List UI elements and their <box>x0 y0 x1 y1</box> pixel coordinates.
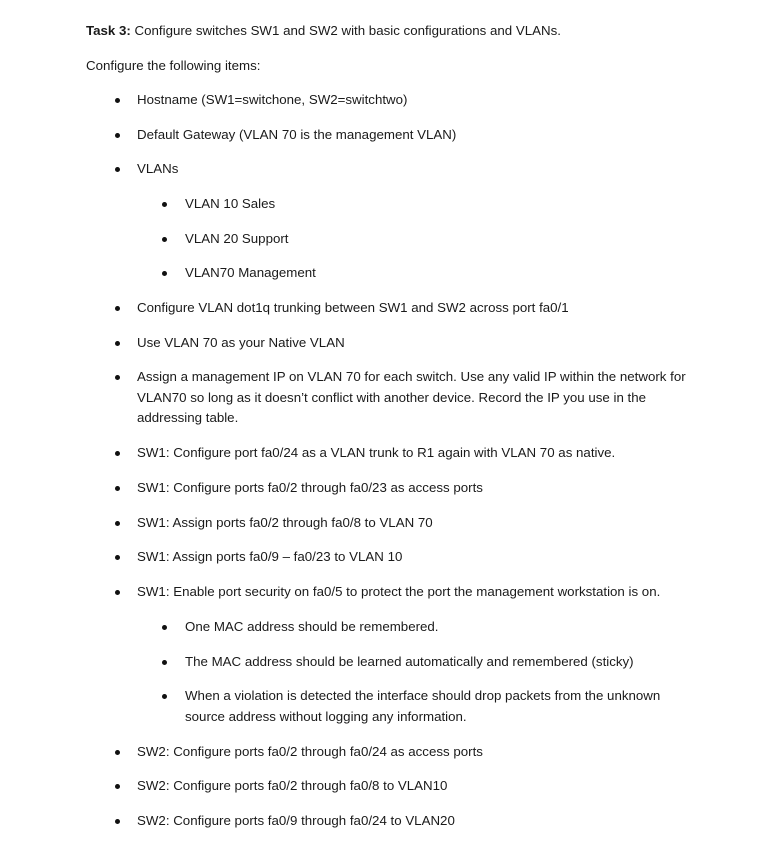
sub-bullet <box>162 202 167 207</box>
list-item: SW1: Configure port fa0/24 as a VLAN trunk to R1 again with VLAN 70 as native. <box>137 445 616 460</box>
task-label: Task 3: <box>86 23 131 38</box>
sub-list-item: When a violation is detected the interface should drop packets from the unknown source address without logging any information. <box>185 688 661 724</box>
task-heading <box>86 21 561 42</box>
bullet <box>115 750 120 755</box>
bullet <box>115 133 120 138</box>
bullet <box>115 451 120 456</box>
bullet <box>115 98 120 103</box>
sub-list-item: The MAC address should be learned automatically and remembered (sticky) <box>185 654 634 669</box>
list-item: SW1: Assign ports fa0/2 through fa0/8 to VLAN 70 <box>137 515 433 530</box>
list-item: Assign a management IP on VLAN 70 for each switch. Use any valid IP within the network for VLAN70 so long as it doesn’t conflict with another device. Record the IP you use in the addressing table. <box>137 369 686 425</box>
sub-list-item: One MAC address should be remembered. <box>185 619 439 634</box>
list-item: SW1: Enable port security on fa0/5 to protect the port the management workstation is on. <box>137 584 661 599</box>
task-description: Configure switches SW1 and SW2 with basic configurations and VLANs. <box>130 23 561 38</box>
sub-list-item: VLAN70 Management <box>185 265 316 280</box>
bullet <box>115 341 120 346</box>
sub-bullet <box>162 625 167 630</box>
bullet <box>115 306 120 311</box>
bullet <box>115 555 120 560</box>
sub-list-item: VLAN 20 Support <box>185 231 289 246</box>
list-item: Hostname (SW1=switchone, SW2=switchtwo) <box>137 92 408 107</box>
bullet <box>115 521 120 526</box>
bullet <box>115 375 120 380</box>
list-item: VLANs <box>137 161 179 176</box>
sub-bullet <box>162 694 167 699</box>
sub-bullet <box>162 237 167 242</box>
list-item: SW2: Configure ports fa0/2 through fa0/8 to VLAN10 <box>137 778 448 793</box>
list-item: Use VLAN 70 as your Native VLAN <box>137 335 345 350</box>
list-item: SW2: Configure ports fa0/9 through fa0/24 to VLAN20 <box>137 813 455 828</box>
list-item: SW1: Assign ports fa0/9 – fa0/23 to VLAN 10 <box>137 549 403 564</box>
sub-list-item: VLAN 10 Sales <box>185 196 276 211</box>
bullet <box>115 590 120 595</box>
list-item: Configure VLAN dot1q trunking between SW1 and SW2 across port fa0/1 <box>137 300 569 315</box>
sub-bullet <box>162 660 167 665</box>
list-item: SW2: Configure ports fa0/2 through fa0/24 as access ports <box>137 744 483 759</box>
list-item: SW1: Configure ports fa0/2 through fa0/23 as access ports <box>137 480 483 495</box>
intro-text: Configure the following items: <box>86 58 261 73</box>
list-item: Default Gateway (VLAN 70 is the management VLAN) <box>137 127 457 142</box>
bullet <box>115 167 120 172</box>
bullet <box>115 486 120 491</box>
bullet <box>115 819 120 824</box>
bullet <box>115 784 120 789</box>
sub-bullet <box>162 271 167 276</box>
